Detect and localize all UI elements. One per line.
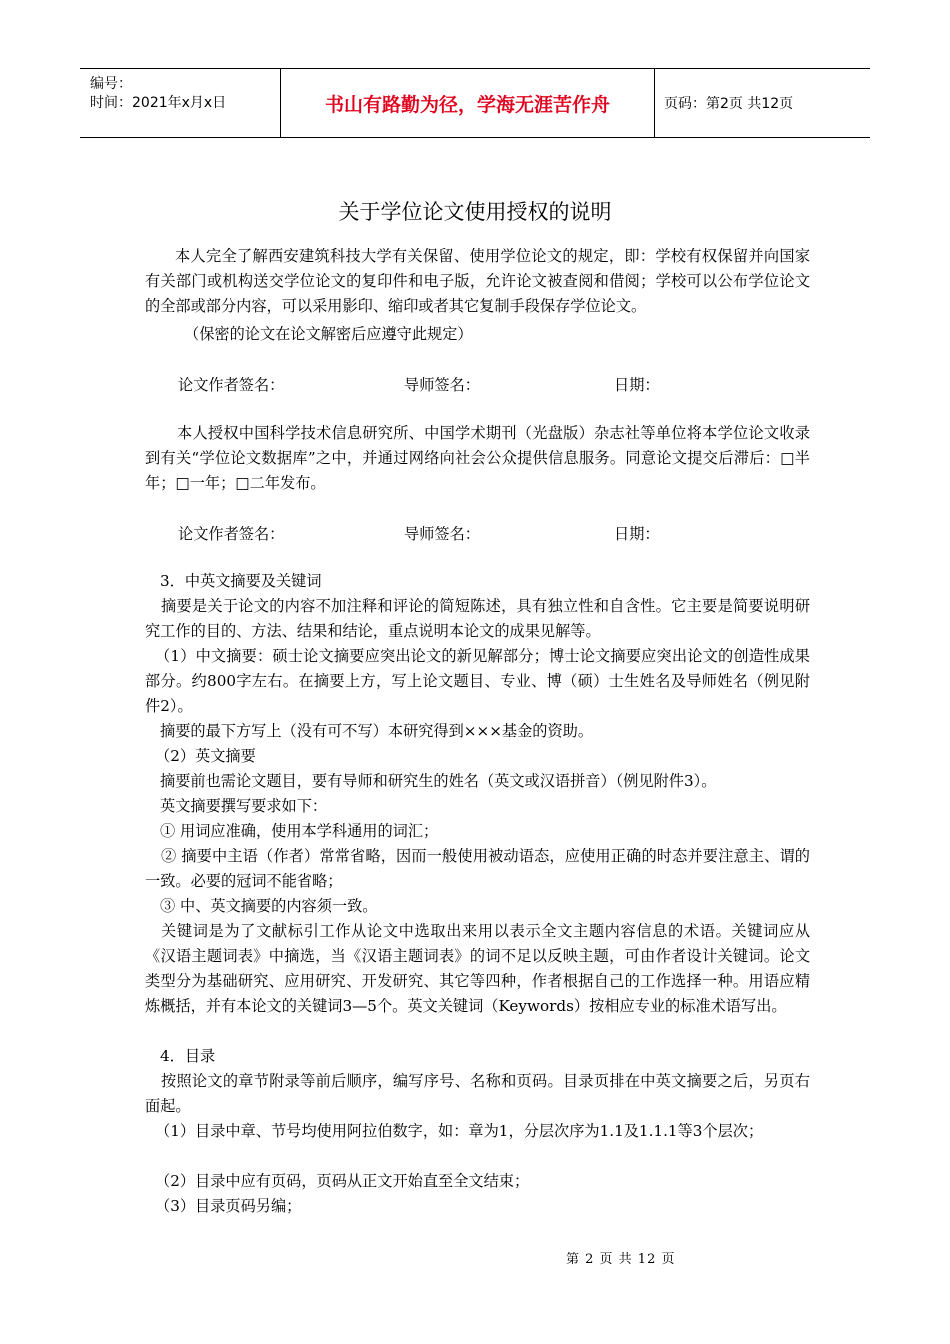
sig-advisor-label-2: 导师签名： [404,525,480,543]
s3-paragraph-9: ③ 中、英文摘要的内容须一致。 [160,897,378,915]
s3-paragraph-4: （2）英文摘要 [155,747,256,765]
s3-paragraph-8: ② 摘要中主语（作者）常常省略，因而一般使用被动语态，应使用正确的时态并要注意主、谓的一致。必要的冠词不能省略； [145,847,810,890]
sig-advisor-label: 导师签名： [404,376,480,394]
sig-author-label: 论文作者签名： [178,376,285,394]
page-footer: 第 2 页 共 12 页 [566,1252,676,1267]
auth-paragraph-1: 本人完全了解西安建筑科技大学有关保留、使用学位论文的规定，即：学校有权保留并向国家有关部门或机构送交学位论文的复印件和电子版，允许论文被查阅和借阅；学校可以公布学位论文的全部或部分内容，可以采用影印、缩印或者其它复制手段保存学位论文。 [145,247,810,315]
header-page-info: 页码：第2页 共12页 [664,96,794,112]
s4-paragraph-2: （1）目录中章、节号均使用阿拉伯数字，如：章为1，分层次序为1.1及1.1.1等3个层次； [155,1122,764,1140]
sig-date-label-2: 日期： [614,525,660,543]
s3-paragraph-3: 摘要的最下方写上（没有可不写）本研究得到×××基金的资助。 [160,722,594,740]
sig-author-label-2: 论文作者签名： [178,525,285,543]
s3-paragraph-1: 摘要是关于论文的内容不加注释和评论的简短陈述，具有独立性和自含性。它主要是简要说明研究工作的目的、方法、结果和结论，重点说明本论文的成果见解等。 [145,597,810,640]
s3-paragraph-10: 关键词是为了文献标引工作从论文中选取出来用以表示全文主题内容信息的术语。关键词应从《汉语主题词表》中摘选，当《汉语主题词表》的词不足以反映主题，可由作者设计关键词。论文类型分为基础研究、应用研究、开发研究、其它等四种，作者根据自己的工作选择一种。用语应精炼概括，并有本论文的关键词3—5个。英文关键词（Keywords）按相应专业的标准术语写出。 [145,922,810,1015]
s4-paragraph-4: （3）目录页码另编； [155,1197,302,1215]
section-4-heading: 4．目录 [160,1047,216,1065]
auth-paragraph-2: 本人授权中国科学技术信息研究所、中国学术期刊（光盘版）杂志社等单位将本学位论文收录到有关“学位论文数据库”之中，并通过网络向社会公众提供信息服务。同意论文提交后滞后：□半年；□一年；□二年发布。 [145,424,810,492]
header-motto: 书山有路勤为径，学海无涯苦作舟 [280,69,655,137]
s3-paragraph-7: ① 用词应准确，使用本学科通用的词汇； [160,822,439,840]
s3-paragraph-6: 英文摘要撰写要求如下： [160,797,328,815]
page-header [80,68,870,138]
auth-note: （保密的论文在论文解密后应遵守此规定） [184,325,473,343]
s4-paragraph-3: （2）目录中应有页码，页码从正文开始直至全文结束； [155,1172,530,1190]
section-3-heading: 3．中英文摘要及关键词 [160,572,322,590]
header-meta [80,69,280,137]
document-time: 时间：2021年x月x日 [90,95,227,111]
s4-paragraph-1: 按照论文的章节附录等前后顺序，编写序号、名称和页码。目录页排在中英文摘要之后，另页右面起。 [145,1072,810,1115]
s3-paragraph-5: 摘要前也需论文题目，要有导师和研究生的姓名（英文或汉语拼音）（例见附件3）。 [160,772,717,790]
s3-paragraph-2: （1）中文摘要：硕士论文摘要应突出论文的新见解部分；博士论文摘要应突出论文的创造性成果部分。约800字左右。在摘要上方，写上论文题目、专业、博（硕）士生姓名及导师姓名（例见附件2）。 [145,647,810,715]
sig-date-label: 日期： [614,376,660,394]
page-title: 关于学位论文使用授权的说明 [338,200,612,224]
document-number: 编号： [90,76,132,92]
